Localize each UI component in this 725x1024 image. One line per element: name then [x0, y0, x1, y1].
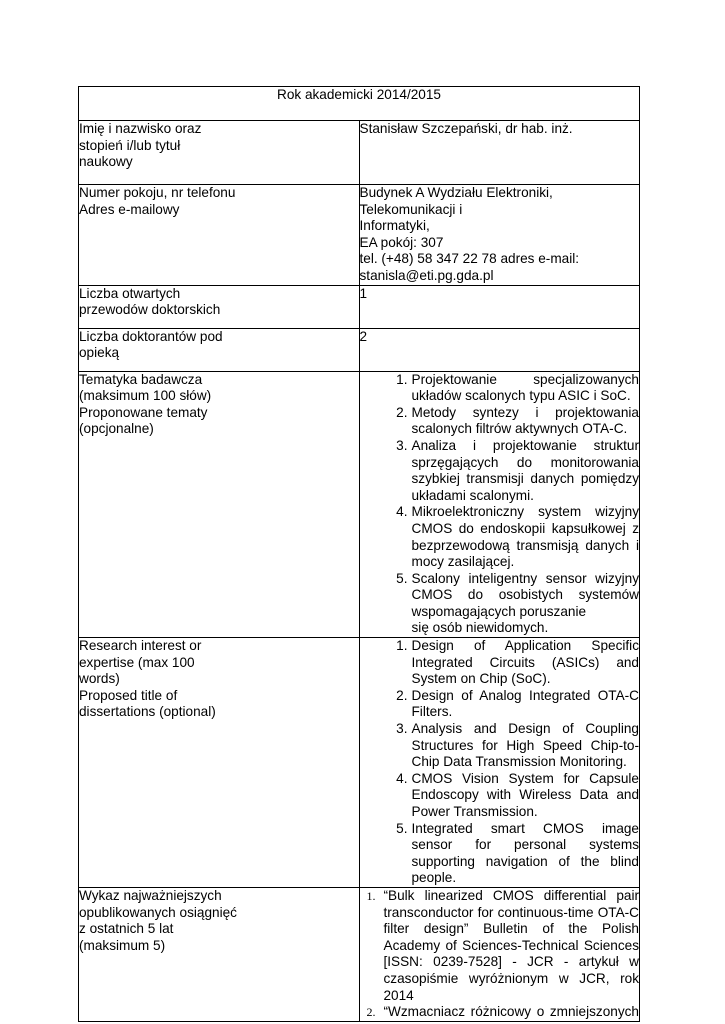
academic-profile-table: [78, 86, 640, 1022]
list-item: 2. “Wzmacniacz różnicowy o zmniejszonych: [366, 1004, 639, 1020]
topics-en-label: Research interest or expertise (max 100 words) Proposed title of dissertations (optional): [79, 638, 360, 888]
contact-label: Numer pokoju, nr telefonu Adres e-mailowy: [79, 185, 360, 286]
contact-value: Budynek A Wydziału Elektroniki, Telekomunikacji i Informatyki, EA pokój: 307 tel. (+48) 58 347 22 78 adres e-mail: stanisla@eti.pg.gda.pl: [359, 185, 640, 286]
publications-list: [360, 888, 640, 1021]
publications-list-cell: [359, 887, 640, 1021]
list-item: 3. Analysis and Design of Coupling Structures for High Speed Chip-to-Chip Data Transmission Monitoring.: [396, 721, 639, 770]
open-supervisions-value: 1: [359, 285, 640, 328]
list-item: 1. Design of Application Specific Integrated Circuits (ASICs) and System on Chip (SoC).: [396, 638, 639, 687]
open-supervisions-label: Liczba otwartych przewodów doktorskich: [79, 285, 360, 328]
list-item: 1. Projektowanie specjalizowanych układów scalonych typu ASIC i SoC.: [396, 371, 639, 404]
list-item: 2. Metody syntezy i projektowania scalonych filtrów aktywnych OTA-C.: [396, 404, 639, 437]
publications-label: Wykaz najważniejszych opublikowanych osiągnięć z ostatnich 5 lat (maksimum 5): [79, 887, 360, 1021]
list-item: 4. Mikroelektroniczny system wizyjny CMOS do endoskopii kapsułkowej z bezprzewodową transmisją danych i mocy zasilającej.: [396, 504, 639, 570]
name-value: Stanisław Szczepański, dr hab. inż.: [359, 121, 640, 185]
doctoral-students-label: Liczba doktorantów pod opieką: [79, 328, 360, 371]
list-item: 5. Scalony inteligentny sensor wizyjny CMOS do osobistych systemów wspomagających poruszanie się osób niewidomych.: [396, 570, 639, 636]
list-item: 3. Analiza i projektowanie struktur sprzęgających do monitorowania szybkiej transmisji danych pomiędzy układami scalonymi.: [396, 437, 639, 503]
list-item: 2. Design of Analog Integrated OTA-C Filters.: [396, 687, 639, 720]
list-item: 5. Integrated smart CMOS image sensor for personal systems supporting navigation of the blind people.: [396, 820, 639, 886]
topics-en-list-cell: [359, 638, 640, 888]
contact-email: stanisla@eti.pg.gda.pl: [359, 267, 494, 283]
list-item: 1. “Bulk linearized CMOS differential pair transconductor for continuous-time OTA-C filter design” Bulletin of the Polish Academy of Sciences-Technical Sciences [ISSN: 0239-7528] - JCR - artykuł w czasopiśmie wyróżnionym w JCR, rok 2014: [366, 887, 639, 1003]
name-label: Imię i nazwisko oraz stopień i/lub tytuł naukowy: [79, 121, 360, 185]
doctoral-students-value: 2: [359, 328, 640, 371]
topics-en-list: [360, 638, 640, 887]
topics-pl-list-cell: [359, 371, 640, 638]
topics-pl-list: [360, 372, 640, 638]
academic-year-header: Rok akademicki 2014/2015: [79, 87, 640, 121]
list-item: 4. CMOS Vision System for Capsule Endoscopy with Wireless Data and Power Transmission.: [396, 770, 639, 819]
topics-pl-label: Tematyka badawcza (maksimum 100 słów) Proponowane tematy (opcjonalne): [79, 371, 360, 638]
